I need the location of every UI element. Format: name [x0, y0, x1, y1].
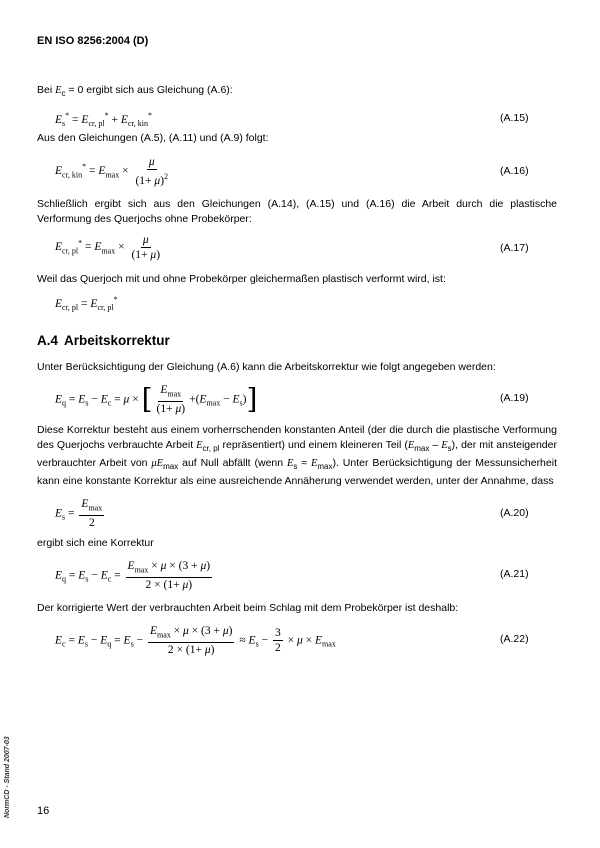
equation-number: (A.15) [500, 112, 529, 124]
equation-a21: $E_q = E_s - E_c$ = $\frac{E_{max} \times \mu \times (3 + \mu)}{2 \times (1+ \mu)}$ [55, 560, 211, 592]
equation-identity: $E_{cr, pl} = E_{cr, pl}^*$ [55, 295, 118, 313]
paragraph-text: Der korrigierte Wert der verbrauchten Arbeit beim Schlag mit dem Probekörper ist deshalb: [37, 602, 459, 614]
sidebar-note: NormCD - Stand 2007-03 [4, 736, 11, 818]
equation-number: (A.22) [500, 633, 529, 645]
document-header: EN ISO 8256:2004 (D) [37, 35, 149, 47]
equation-number: (A.19) [500, 392, 529, 404]
equation-number: (A.20) [500, 507, 529, 519]
paragraph-intro: Bei $E_c = 0$ ergibt sich aus Gleichung (A.6): [37, 84, 233, 99]
paragraph-text: Unter Berücksichtigung der Gleichung (A.6) kann die Arbeitskorrektur wie folgt angegeben werden: [37, 361, 496, 373]
paragraph-text: Schließlich ergibt sich aus den Gleichungen (A.14), (A.15) und (A.16) die Arbeit durch die plastische Verformung des Querjochs ohne Probekörper: [37, 198, 557, 225]
paragraph-text: Aus den Gleichungen (A.5), (A.11) und (A.9) folgt: [37, 132, 269, 144]
paragraph-text: ergibt sich eine Korrektur [37, 537, 154, 549]
equation-number: (A.21) [500, 568, 529, 580]
equation-a22: $E_c = E_s - E_q = E_s$ − $\frac{E_{max} \times \mu \times (3 + \mu)}{2 \times (1+ \mu)}$ ≈ $E_s$ − $\frac{3}{2}$ × $\mu \times E_{max}$ [55, 625, 336, 657]
section-heading: A.4 Arbeitskorrektur [37, 333, 170, 348]
paragraph-text: Diese Korrektur besteht aus einem vorherrschenden konstanten Anteil (der die durch die plastische Verformung des Querjochs verbrauchte Arbeit $E_{cr, pl}$ repräsentiert) und einem kleineren Teil $(E_{max} - E_s)$, der mit ansteigender verbrauchter Arbeit von $\mu E_{max}$ auf Null abfällt (wenn $E_s \approx E_{max}$). Unter Berücksichtigung der Messunsicherheit kann eine konstante Korrektur als eine ausreichende Annäherung verwendet werden, unter der Annahme, dass [37, 424, 557, 488]
equation-a15: $E_s^* = E_{cr, pl}^* + E_{cr, kin}^*$ [55, 111, 152, 129]
page-number: 16 [37, 805, 50, 817]
equation-number: (A.16) [500, 165, 529, 177]
paragraph-text: Weil das Querjoch mit und ohne Probekörper gleichermaßen plastisch verformt wird, ist: [37, 273, 446, 285]
equation-a17: $E_{cr, pl}^* = E_{max}$ × $\frac{\mu}{(1+ \mu)}$ [55, 234, 161, 261]
equation-number: (A.17) [500, 242, 529, 254]
equation-a20: $E_s$ = $\frac{E_{max}}{2}$ [55, 498, 103, 530]
equation-a16: $E_{cr, kin}^* = E_{max}$ × $\frac{\mu}{(1+ \mu)^2}$ [55, 156, 169, 187]
equation-a19: $E_q = E_s - E_c = \mu$ × [ $\frac{E_{max}}{(1+ \mu)}$ $+(E_{max} - E_s)$] [55, 382, 258, 416]
